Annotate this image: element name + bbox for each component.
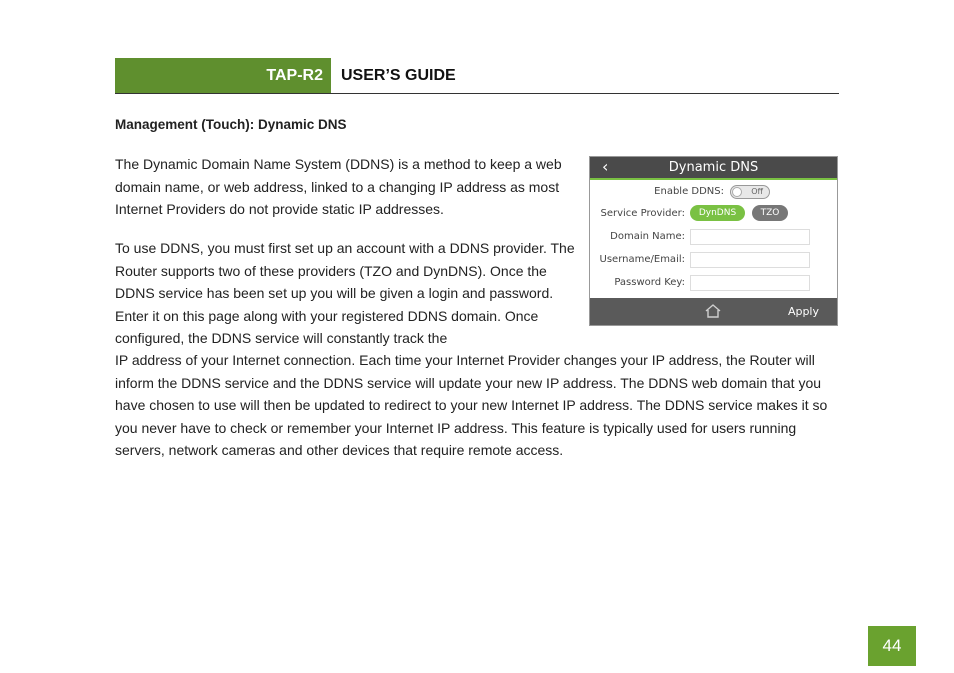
apply-button[interactable]: Apply bbox=[787, 305, 819, 318]
username-label: Username/Email: bbox=[599, 254, 685, 265]
header-model-label: TAP-R2 bbox=[115, 58, 331, 93]
paragraph-details: IP address of your Internet connection. Each time your Internet Provider changes your IP address, the Router will inform the DDNS service and the DDNS service will update your new IP address. The DDNS web domain that you have chosen to use will then be updated to redirect to your new Internet IP address. The DDNS service makes it so you never have to check or remember your Internet IP address. This feature is typically used for users running servers, network cameras and other devices that require remote access. bbox=[115, 352, 828, 458]
domain-name-label: Domain Name: bbox=[610, 231, 685, 242]
paragraph-intro: The Dynamic Domain Name System (DDNS) is a method to keep a web domain name, or web address, linked to a changing IP address as most Internet Providers do not provide static IP addresses. bbox=[115, 156, 562, 217]
section-title: Management (Touch): Dynamic DNS bbox=[115, 117, 347, 132]
device-screen-title: Dynamic DNS bbox=[668, 160, 759, 175]
provider-tzo-button[interactable]: TZO bbox=[752, 205, 788, 221]
provider-dyndns-button[interactable]: DynDNS bbox=[690, 205, 745, 221]
back-chevron-icon[interactable]: ‹ bbox=[602, 157, 609, 176]
device-bottom-bar bbox=[590, 298, 837, 325]
enable-ddns-label: Enable DDNS: bbox=[654, 186, 724, 197]
password-input[interactable] bbox=[690, 275, 810, 291]
page-header bbox=[115, 58, 839, 94]
paragraph-setup: To use DDNS, you must first set up an account with a DDNS provider. The Router supports two of these providers (TZO and DynDNS). Once the DDNS service has been set up you will be given a login and password. Enter it on this page along with your registered DDNS domain. Once configured, the DDNS service will constantly track the bbox=[115, 240, 575, 346]
page-number: 44 bbox=[868, 626, 916, 666]
device-title-bar bbox=[590, 157, 837, 180]
header-guide-title: USER’S GUIDE bbox=[341, 66, 456, 84]
username-input[interactable] bbox=[690, 252, 810, 268]
domain-name-input[interactable] bbox=[690, 229, 810, 245]
device-screenshot bbox=[589, 156, 838, 326]
toggle-state-text: Off bbox=[751, 187, 763, 196]
toggle-knob bbox=[732, 187, 742, 197]
password-label: Password Key: bbox=[614, 277, 685, 288]
home-icon[interactable] bbox=[704, 303, 722, 319]
enable-ddns-toggle[interactable] bbox=[730, 185, 770, 199]
service-provider-label: Service Provider: bbox=[600, 208, 685, 219]
